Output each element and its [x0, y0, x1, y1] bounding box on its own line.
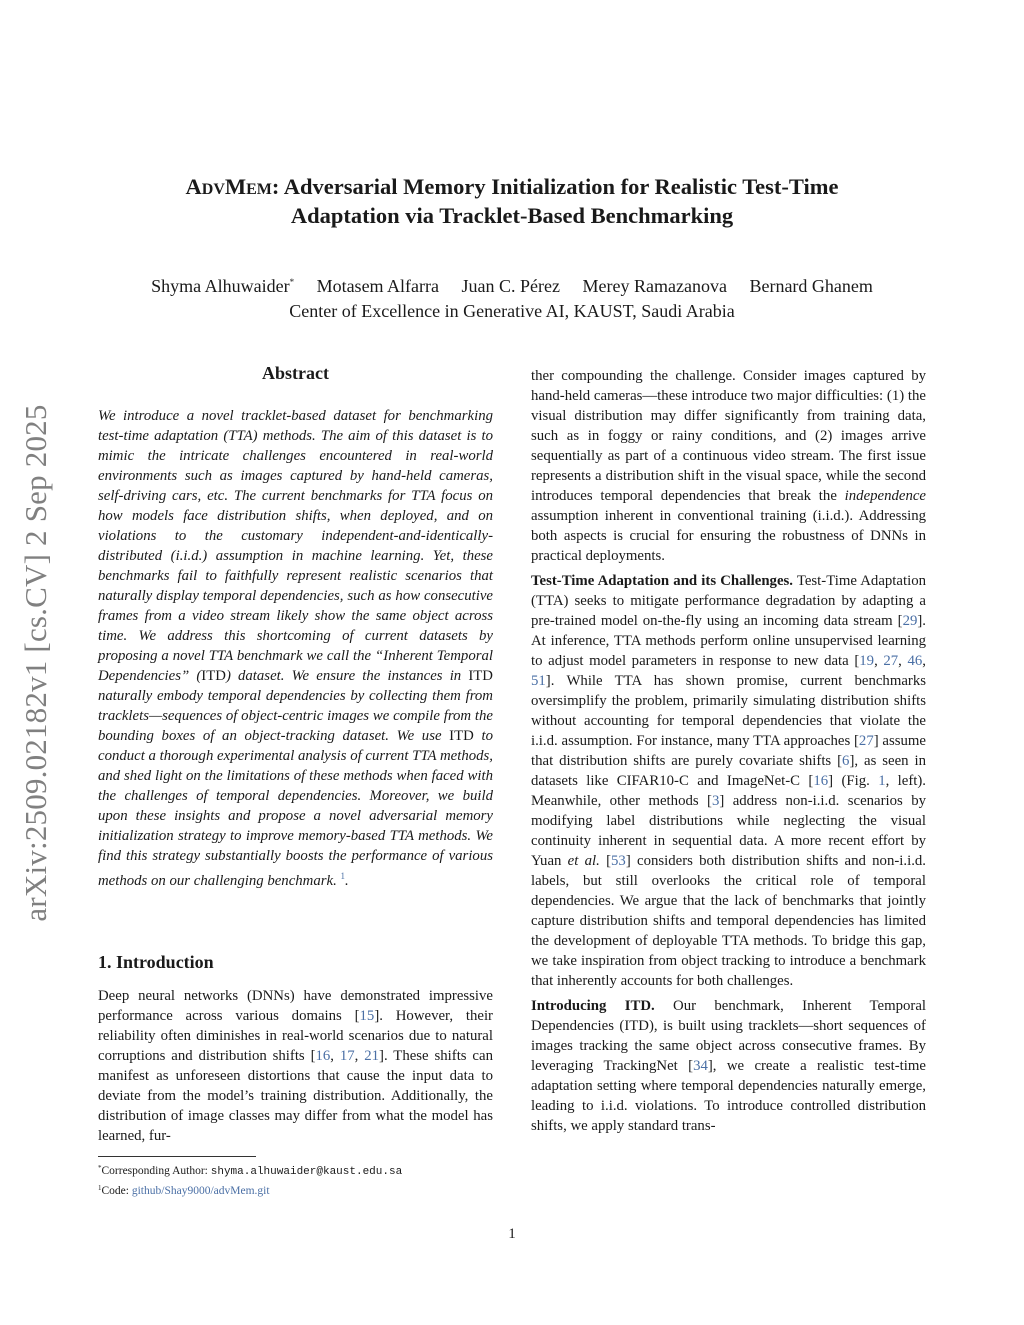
author-name: Motasem Alfarra: [316, 276, 440, 296]
paragraph-heading: Test-Time Adaptation and its Challenges.: [531, 573, 793, 589]
citation-link[interactable]: 19: [859, 653, 875, 669]
citation-link[interactable]: 21: [364, 1048, 380, 1064]
footnote-corresponding: *Corresponding Author: shyma.alhuwaider@kaust.edu.sa: [98, 1164, 403, 1178]
abstract-body: We introduce a novel tracklet-based dataset for benchmarking test-time adaptation (TTA) methods. The aim of this dataset is to mimic the intricate challenges encountered in real-world environments such as images captured by hand-held cameras, self-driving cars, etc. The current benchmarks for TTA focus on how models face distribution shifts, when deployed, and on violations to the customary independent-and-identically-distributed (i.i.d.) assumption in machine learning. Yet, these benchmarks fail to faithfully represent realistic scenarios that naturally display temporal dependencies, such as how consecutive frames from a video stream likely show the same object across time. We address this shortcoming of current datasets by proposing a novel TTA benchmark we call the “Inherent Temporal Dependencies” (ITD) dataset. We ensure the instances in ITD naturally embody temporal dependencies by collecting them from tracklets—sequences of object-centric images we compile from the bounding boxes of an object-tracking dataset. We use ITD to conduct a thorough experimental analysis of current TTA methods, and shed light on the limitations of these methods when faced with the challenges of temporal dependencies. Moreover, we build upon these insights and propose a novel adversarial memory initialization strategy to improve memory-based TTA methods. We find this strategy substantially boosts the performance of various methods on our challenging benchmark. $^1$.: [98, 408, 493, 889]
citation-link[interactable]: 34: [693, 1058, 708, 1074]
corresponding-mark: *: [289, 277, 295, 287]
citation-link[interactable]: 51: [531, 673, 546, 689]
citation-link[interactable]: 17: [339, 1048, 355, 1064]
citation-link[interactable]: 16: [813, 773, 829, 789]
footnote-divider: [98, 1156, 256, 1157]
arxiv-identifier: arXiv:2509.02182v1 [cs.CV] 2 Sep 2025: [18, 404, 53, 922]
title-prefix: AdvMem: [185, 174, 272, 199]
right-column: [531, 366, 926, 1141]
author-list: [60, 270, 964, 299]
citation-link[interactable]: 46: [907, 653, 923, 669]
citation-link[interactable]: 27: [883, 653, 899, 669]
title-line1: : Adversarial Memory Initialization for Realistic Test-Time: [271, 174, 839, 199]
figure-link[interactable]: 1: [878, 773, 886, 789]
paragraph: ther compounding the challenge. Consider images captured by hand-held cameras—these introduce two major difficulties: (1) the visual distribution may differ significantly from training data, such as in foggy or rainy conditions, and (2) images arrive sequentially as part of a continuous video stream. The first issue represents a distribution shift in the visual space, while the second introduces temporal dependencies that break the independence assumption inherent in conventional training (i.i.d.). Addressing both aspects is crucial for ensuring the robustness of DNNs in practical deployments.: [531, 368, 926, 564]
footnotes: [98, 1160, 518, 1199]
introduction-body: Deep neural networks (DNNs) have demonstrated impressive performance across various domains [15]. However, their reliability often diminishes in real-world scenarios due to natural corruptions and distribution shifts [16, 17, 21]. These shifts can manifest as unforeseen distortions that cause the input data to deviate from the model’s training distribution. Additionally, the distribution of image classes may differ from what the model has learned, fur-: [98, 988, 493, 1144]
paragraph: Introducing ITD. Our benchmark, Inherent Temporal Dependencies (ITD), is built using tracklets—short sequences of images tracking the same object across consecutive frames. By leveraging TrackingNet [34], we create a realistic test-time adaptation setting where temporal dependencies naturally emerge, leading to i.i.d. violations. To introduce controlled distribution shifts, we apply standard trans-: [531, 998, 927, 1134]
paragraph: Test-Time Adaptation and its Challenges. Test-Time Adaptation (TTA) seeks to mitigate performance degradation by adapting a pre-trained model on-the-fly using an incoming data stream [29]. At inference, TTA methods perform online unsupervised learning to adjust model parameters in response to new data [19, 27, 46, 51]. While TTA has shown promise, current benchmarks oversimplify the problem, primarily simulating distribution shifts without accounting for temporal dependencies that violate the i.i.d. assumption. For instance, many TTA approaches [27] assume that distribution shifts are purely covariate shifts [6], as seen in datasets like CIFAR10-C and ImageNet-C [16] (Fig. 1, left). Meanwhile, other methods [3] address non-i.i.d. scenarios by modifying label distributions while neglecting the visual continuity inherent in sequential data. A more recent effort by Yuan et al. [53] considers both distribution shifts and non-i.i.d. labels, but still overlooks the critical role of temporal dependencies. We argue that the lack of benchmarks that jointly capture distribution shifts and temporal dependencies has limited the development of deployable TTA methods. To bridge this gap, we take inspiration from object tracking to introduce a benchmark that inherently accounts for both challenges.: [531, 573, 927, 989]
citation-link[interactable]: 27: [858, 733, 874, 749]
paragraph-heading: Introducing ITD.: [531, 998, 655, 1014]
citation-link[interactable]: 6: [842, 753, 850, 769]
arxiv-sidebar: [14, 378, 58, 948]
citation-link[interactable]: 29: [902, 613, 918, 629]
affiliation: Center of Excellence in Generative AI, KAUST, Saudi Arabia: [289, 301, 735, 321]
author-name: Shyma Alhuwaider*: [151, 276, 295, 296]
author-name: Juan C. Pérez: [461, 276, 561, 296]
page-number: 1: [508, 1226, 516, 1242]
email-address[interactable]: shyma.alhuwaider@kaust.edu.sa: [210, 1166, 403, 1178]
title-line2: Adaptation via Tracklet-Based Benchmarking: [290, 203, 734, 228]
citation-link[interactable]: 53: [611, 853, 626, 869]
footnote-code: $^1$Code: github/Shay9000/advMem.git: [98, 1184, 270, 1197]
footnote-link[interactable]: 1: [340, 871, 345, 881]
citation-link[interactable]: 15: [359, 1008, 375, 1024]
paper-title: [120, 172, 904, 230]
abstract-heading: Abstract: [262, 363, 329, 383]
code-link[interactable]: github/Shay9000/advMem.git: [131, 1185, 270, 1197]
citation-link[interactable]: 3: [711, 793, 720, 809]
author-name: Merey Ramazanova: [582, 276, 727, 296]
author-name: Bernard Ghanem: [749, 276, 873, 296]
citation-link[interactable]: 16: [315, 1048, 331, 1064]
section-heading-introduction: 1. Introduction: [98, 952, 214, 972]
author-block: [60, 270, 964, 324]
